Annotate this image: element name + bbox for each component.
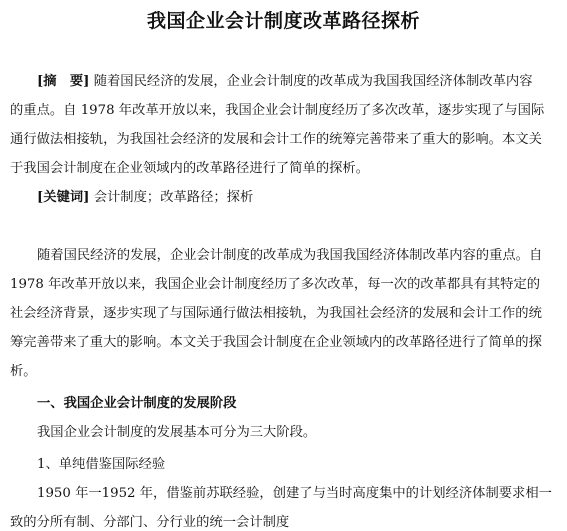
intro-line-3: 社会经济背景，逐步实现了与国际通行做法相接轨，为我国社会经济的发展和会计工作的统 (10, 306, 542, 321)
intro-line-4: 筹完善带来了重大的影响。本文关于我国会计制度在企业领域内的改革路径进行了简单的探 (10, 335, 542, 350)
abstract-line-1 (37, 72, 533, 92)
intro-line-1: 随着国民经济的发展，企业会计制度的改革成为我国我国经济体制改革内容的重点。自 (37, 248, 543, 263)
abstract-line-3: 通行做法相接轨，为我国社会经济的发展和会计工作的统筹完善带来了重大的影响。本文关 (10, 132, 542, 147)
intro-line-2: 1978 年改革开放以来，我国企业会计制度经历了多次改革，每一次的改革都具有其特定的 (10, 277, 541, 292)
keywords-line (37, 188, 253, 208)
keywords-text: 会计制度；改革路径；探析 (93, 190, 254, 205)
intro-line-5: 析。 (10, 364, 37, 379)
subsection-1-line-2: 致的分所有制、分部门、分行业的统一会计制度 (10, 515, 290, 530)
document-title: 我国企业会计制度改革路径探析 (146, 10, 420, 32)
abstract-line-4: 于我国会计制度在企业领域内的改革路径进行了简单的探析。 (10, 161, 370, 176)
abstract-line-2: 的重点。自 1978 年改革开放以来，我国企业会计制度经历了多次改革，逐步实现了与国际 (10, 103, 545, 118)
abstract-label: [摘 要] (37, 74, 90, 89)
keywords-label: [关键词] (37, 190, 90, 205)
abstract-text-1: 随着国民经济的发展，企业会计制度的改革成为我国我国经济体制改革内容 (93, 74, 533, 89)
section-1-intro: 我国企业会计制度的发展基本可分为三大阶段。 (37, 425, 317, 440)
subsection-1-line-1: 1950 年一1952 年，借鉴前苏联经验，创建了与当时高度集中的计划经济体制要求相一 (37, 486, 552, 501)
subsection-1-heading: 1、单纯借鉴国际经验 (37, 457, 166, 472)
section-1-heading: 一、我国企业会计制度的发展阶段 (37, 396, 237, 411)
